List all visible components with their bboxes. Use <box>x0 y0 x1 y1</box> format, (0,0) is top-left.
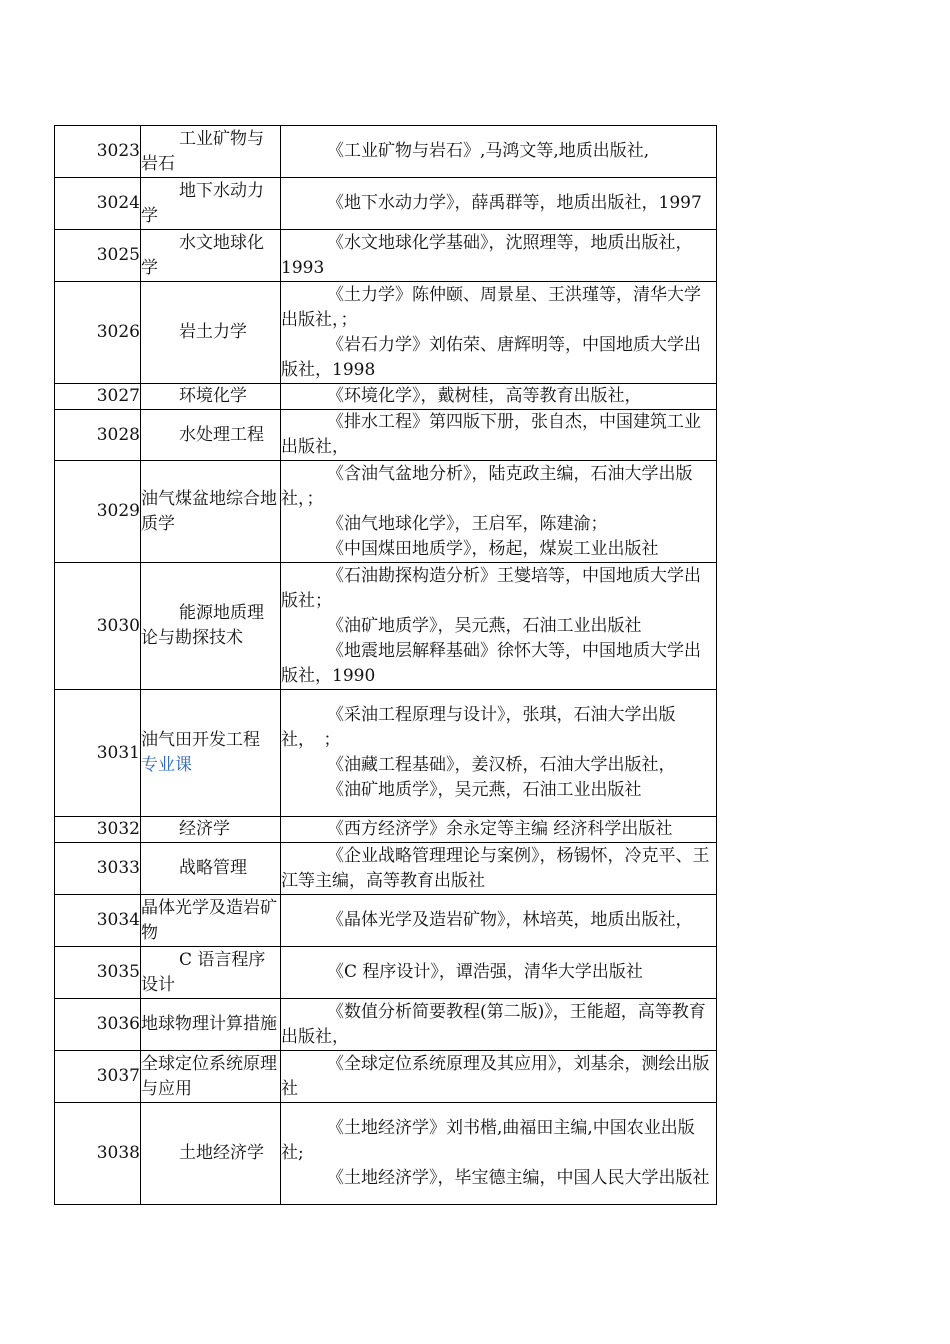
course-subject: 能源地质理论与勘探技术 <box>141 563 281 690</box>
course-subject: 油气煤盆地综合地质学 <box>141 461 281 563</box>
table-row <box>55 999 717 1051</box>
course-code: 3023 <box>55 126 141 178</box>
book-entry: 《工业矿物与岩石》,马鸿文等,地质出版社, <box>327 141 650 161</box>
table-row <box>55 461 717 563</box>
reference-books <box>281 895 717 947</box>
reference-books <box>281 1051 717 1103</box>
book-entry: 《晶体光学及造岩矿物》，林培英，地质出版社， <box>327 910 693 930</box>
book-entry: 《土力学》陈仲颐、周景星、王洪瑾等，清华大学出版社，； <box>281 284 701 330</box>
reference-books <box>281 461 717 563</box>
book-entry: 《全球定位系统原理及其应用》，刘基余，测绘出版社 <box>281 1053 710 1099</box>
book-entry: 《中国煤田地质学》，杨起，煤炭工业出版社 <box>327 538 659 559</box>
course-subject: 土地经济学 <box>141 1103 281 1205</box>
course-subject: 晶体光学及造岩矿物 <box>141 895 281 947</box>
reference-books <box>281 384 717 410</box>
book-entry: 《企业战略管理理论与案例》，杨锡怀，冷克平、王江等主编，高等教育出版社 <box>281 845 710 891</box>
course-subject: C 语言程序设计 <box>141 947 281 999</box>
reference-books <box>281 410 717 461</box>
book-entry: 《水文地球化学基础》，沈照理等，地质出版社，1993 <box>281 232 693 278</box>
table-row <box>55 282 717 384</box>
table-row <box>55 947 717 999</box>
course-code: 3027 <box>55 384 141 410</box>
book-entry: 《油矿地质学》，吴元燕，石油工业出版社 <box>327 780 642 800</box>
table-row <box>55 817 717 843</box>
book-entry: 《油藏工程基础》，姜汉桥，石油大学出版社， <box>327 755 676 775</box>
reference-books <box>281 230 717 282</box>
course-subject: 水处理工程 <box>141 410 281 461</box>
book-entry: 《地下水动力学》，薛禹群等，地质出版社，1997 <box>327 193 702 213</box>
course-code: 3038 <box>55 1103 141 1205</box>
book-entry: 《土地经济学》刘书楷,曲福田主编,中国农业出版社; <box>281 1118 695 1163</box>
book-entry: 《石油勘探构造分析》王燮培等，中国地质大学出版社； <box>281 565 701 611</box>
reference-books <box>281 1103 717 1205</box>
reference-books <box>281 690 717 817</box>
table-row <box>55 1103 717 1205</box>
course-code: 3036 <box>55 999 141 1051</box>
reference-books <box>281 563 717 690</box>
course-subject: 水文地球化学 <box>141 230 281 282</box>
reference-books <box>281 817 717 843</box>
table-row <box>55 410 717 461</box>
course-subject: 经济学 <box>141 817 281 843</box>
course-code: 3031 <box>55 690 141 817</box>
table-row <box>55 126 717 178</box>
course-code: 3037 <box>55 1051 141 1103</box>
course-subject: 油气田开发工程 专业课 <box>141 690 281 817</box>
course-subject: 全球定位系统原理与应用 <box>141 1051 281 1103</box>
book-entry: 《油气地球化学》，王启军，陈建渝； <box>327 513 608 534</box>
course-code: 3028 <box>55 410 141 461</box>
book-entry: 《排水工程》第四版下册，张自杰，中国建筑工业出版社， <box>281 412 701 457</box>
course-subject: 环境化学 <box>141 384 281 410</box>
table-row <box>55 384 717 410</box>
course-code: 3026 <box>55 282 141 384</box>
book-entry: 《西方经济学》余永定等主编 经济科学出版社 <box>327 819 673 839</box>
course-code: 3033 <box>55 843 141 895</box>
course-subject: 工业矿物与岩石 <box>141 126 281 178</box>
course-code: 3032 <box>55 817 141 843</box>
course-subject: 战略管理 <box>141 843 281 895</box>
table-row <box>55 690 717 817</box>
table-row <box>55 895 717 947</box>
course-code: 3035 <box>55 947 141 999</box>
reference-books <box>281 999 717 1051</box>
reference-books <box>281 947 717 999</box>
book-entry: 《油矿地质学》，吴元燕，石油工业出版社 <box>327 615 642 636</box>
book-entry: 《地震地层解释基础》徐怀大等，中国地质大学出版社，1990 <box>281 640 701 686</box>
book-entry: 《环境化学》，戴树桂，高等教育出版社， <box>327 386 642 406</box>
book-entry: 《数值分析简要教程(第二版)》，王能超，高等教育出版社， <box>281 1001 706 1047</box>
book-entry: 《含油气盆地分析》，陆克政主编，石油大学出版社，； <box>281 463 693 509</box>
course-code: 3024 <box>55 178 141 230</box>
table-row <box>55 178 717 230</box>
course-code: 3034 <box>55 895 141 947</box>
book-entry: 《C 程序设计》，谭浩强，清华大学出版社 <box>327 962 643 982</box>
subject-note-link[interactable]: 专业课 <box>141 755 192 775</box>
reference-books <box>281 178 717 230</box>
book-entry: 《采油工程原理与设计》，张琪，石油大学出版社， ； <box>281 705 676 750</box>
table-row <box>55 563 717 690</box>
course-code: 3030 <box>55 563 141 690</box>
course-code: 3029 <box>55 461 141 563</box>
course-subject: 地下水动力学 <box>141 178 281 230</box>
table-row <box>55 230 717 282</box>
table-row <box>55 1051 717 1103</box>
course-subject: 地球物理计算措施 <box>141 999 281 1051</box>
book-entry: 《土地经济学》，毕宝德主编，中国人民大学出版社 <box>327 1168 710 1188</box>
table-row <box>55 843 717 895</box>
reference-books <box>281 126 717 178</box>
course-code: 3025 <box>55 230 141 282</box>
reference-books <box>281 282 717 384</box>
course-subject: 岩土力学 <box>141 282 281 384</box>
book-list-table <box>54 125 717 1205</box>
book-entry: 《岩石力学》刘佑荣、唐辉明等，中国地质大学出版社，1998 <box>281 334 701 380</box>
reference-books <box>281 843 717 895</box>
